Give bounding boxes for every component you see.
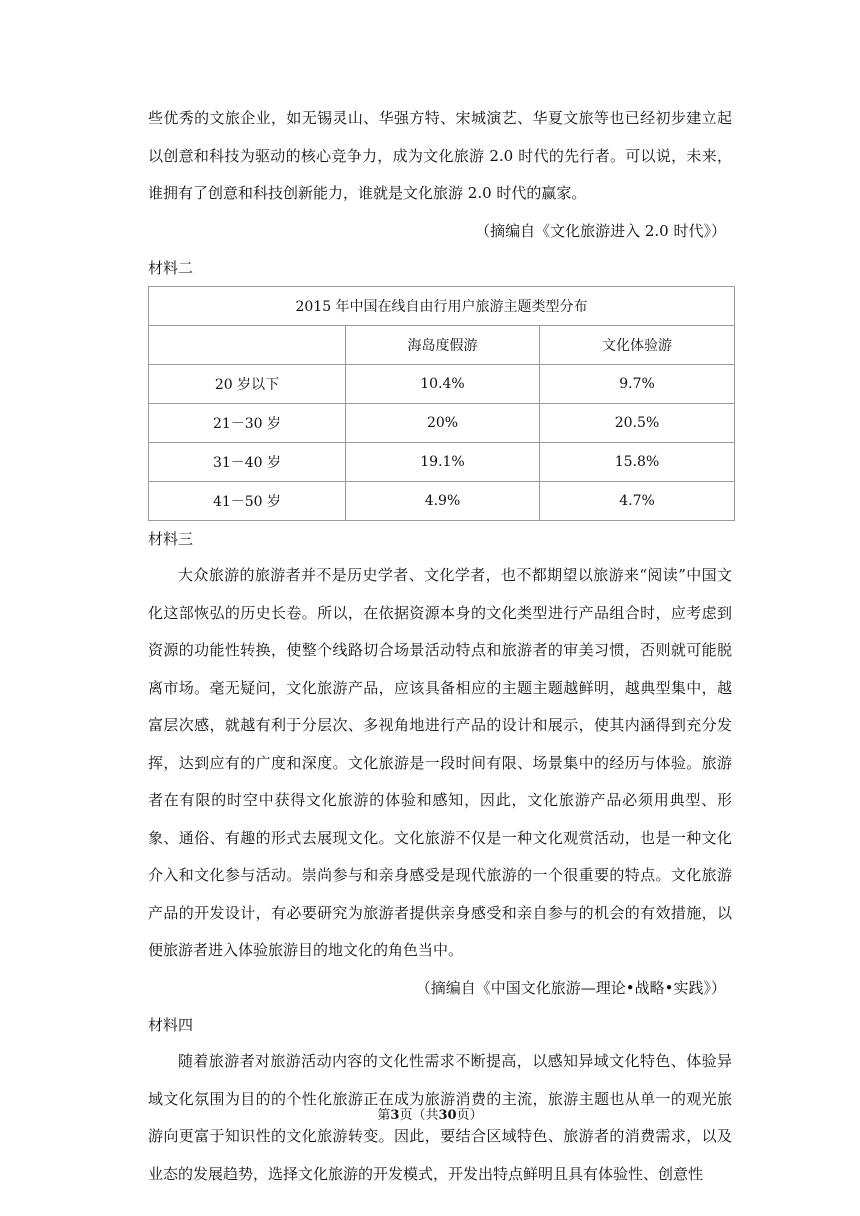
table-cell: 9.7%	[540, 365, 735, 404]
page-content	[148, 100, 732, 1193]
table-header-cell	[149, 326, 346, 365]
table-cell: 15.8%	[540, 443, 735, 482]
table-row	[149, 482, 735, 521]
page-number: 3	[390, 1108, 400, 1123]
material-4-heading: 材料四	[148, 1016, 194, 1034]
table-cell: 31－40 岁	[149, 443, 346, 482]
table-row	[149, 404, 735, 443]
footer-mid: 页（共	[399, 1108, 439, 1123]
table-cell: 4.7%	[540, 482, 735, 521]
footer-suffix: 页）	[456, 1108, 483, 1123]
table-cell: 20 岁以下	[149, 365, 346, 404]
table-header-cell: 文化体验游	[540, 326, 735, 365]
table-cell: 10.4%	[346, 365, 540, 404]
material-3-paragraph: 大众旅游的旅游者并不是历史学者、文化学者，也不都期望以旅游来“阅读”中国文化这部恢弘的历史长卷。所以，在依据资源本身的文化类型进行产品组合时，应考虑到资源的功能性转换，使整个线路切合场景活动特点和旅游者的审美习惯，否则就可能脱离市场。毫无疑问，文化旅游产品，应该具备相应的主题主题越鲜明，越典型集中，越富层次感，就越有利于分层次、多视角地进行产品的设计和展示，使其内涵得到充分发挥，达到应有的广度和深度。文化旅游是一段时间有限、场景集中的经历与体验。旅游者在有限的时空中获得文化旅游的体验和感知，因此，文化旅游产品必须用典型、形象、通俗、有趣的形式去展现文化。文化旅游不仅是一种文化观赏活动，也是一种文化介入和文化参与活动。崇尚参与和亲身感受是现代旅游的一个很重要的特点。文化旅游产品的开发设计，有必要研究为旅游者提供亲身感受和亲自参与的机会的有效措施，以便旅游者进入体验旅游目的地文化的角色当中。	[148, 566, 732, 959]
table-row	[149, 365, 735, 404]
intro-paragraph: 些优秀的文旅企业，如无锡灵山、华强方特、宋城演艺、华夏文旅等也已经初步建立起以创意和科技为驱动的核心竞争力，成为文化旅游 2.0 时代的先行者。可以说，未来，谁拥有了创意和科技创新能力，谁就是文化旅游 2.0 时代的赢家。	[148, 109, 732, 202]
table-header-row	[149, 326, 735, 365]
statistics-table	[148, 286, 735, 521]
table-title: 2015 年中国在线自由行用户旅游主题类型分布	[149, 287, 735, 326]
material-4-paragraph: 随着旅游者对旅游活动内容的文化性需求不断提高，以感知异域文化特色、体验异域文化氛围为目的的个性化旅游正在成为旅游消费的主流，旅游主题也从单一的观光旅游向更富于知识性的文化旅游转变。因此，要结合区域特色、旅游者的消费需求，以及业态的发展趋势，选择文化旅游的开发模式，开发出特点鲜明且具有体验性、创意性	[148, 1052, 732, 1183]
source-citation-3: （摘编自《中国文化旅游—理论•战略•实践》）	[415, 978, 726, 997]
table-row	[149, 443, 735, 482]
table-cell: 19.1%	[346, 443, 540, 482]
table-cell: 20.5%	[540, 404, 735, 443]
page-total: 30	[438, 1108, 457, 1123]
material-3-heading: 材料三	[148, 530, 194, 548]
page-footer	[0, 1106, 860, 1126]
table-cell: 21－30 岁	[149, 404, 346, 443]
material-2-heading: 材料二	[148, 259, 194, 277]
source-citation-1: （摘编自《文化旅游进入 2.0 时代》）	[475, 221, 726, 240]
table-header-cell: 海岛度假游	[346, 326, 540, 365]
table-cell: 41－50 岁	[149, 482, 346, 521]
table-cell: 4.9%	[346, 482, 540, 521]
footer-prefix: 第	[377, 1108, 391, 1123]
table-cell: 20%	[346, 404, 540, 443]
